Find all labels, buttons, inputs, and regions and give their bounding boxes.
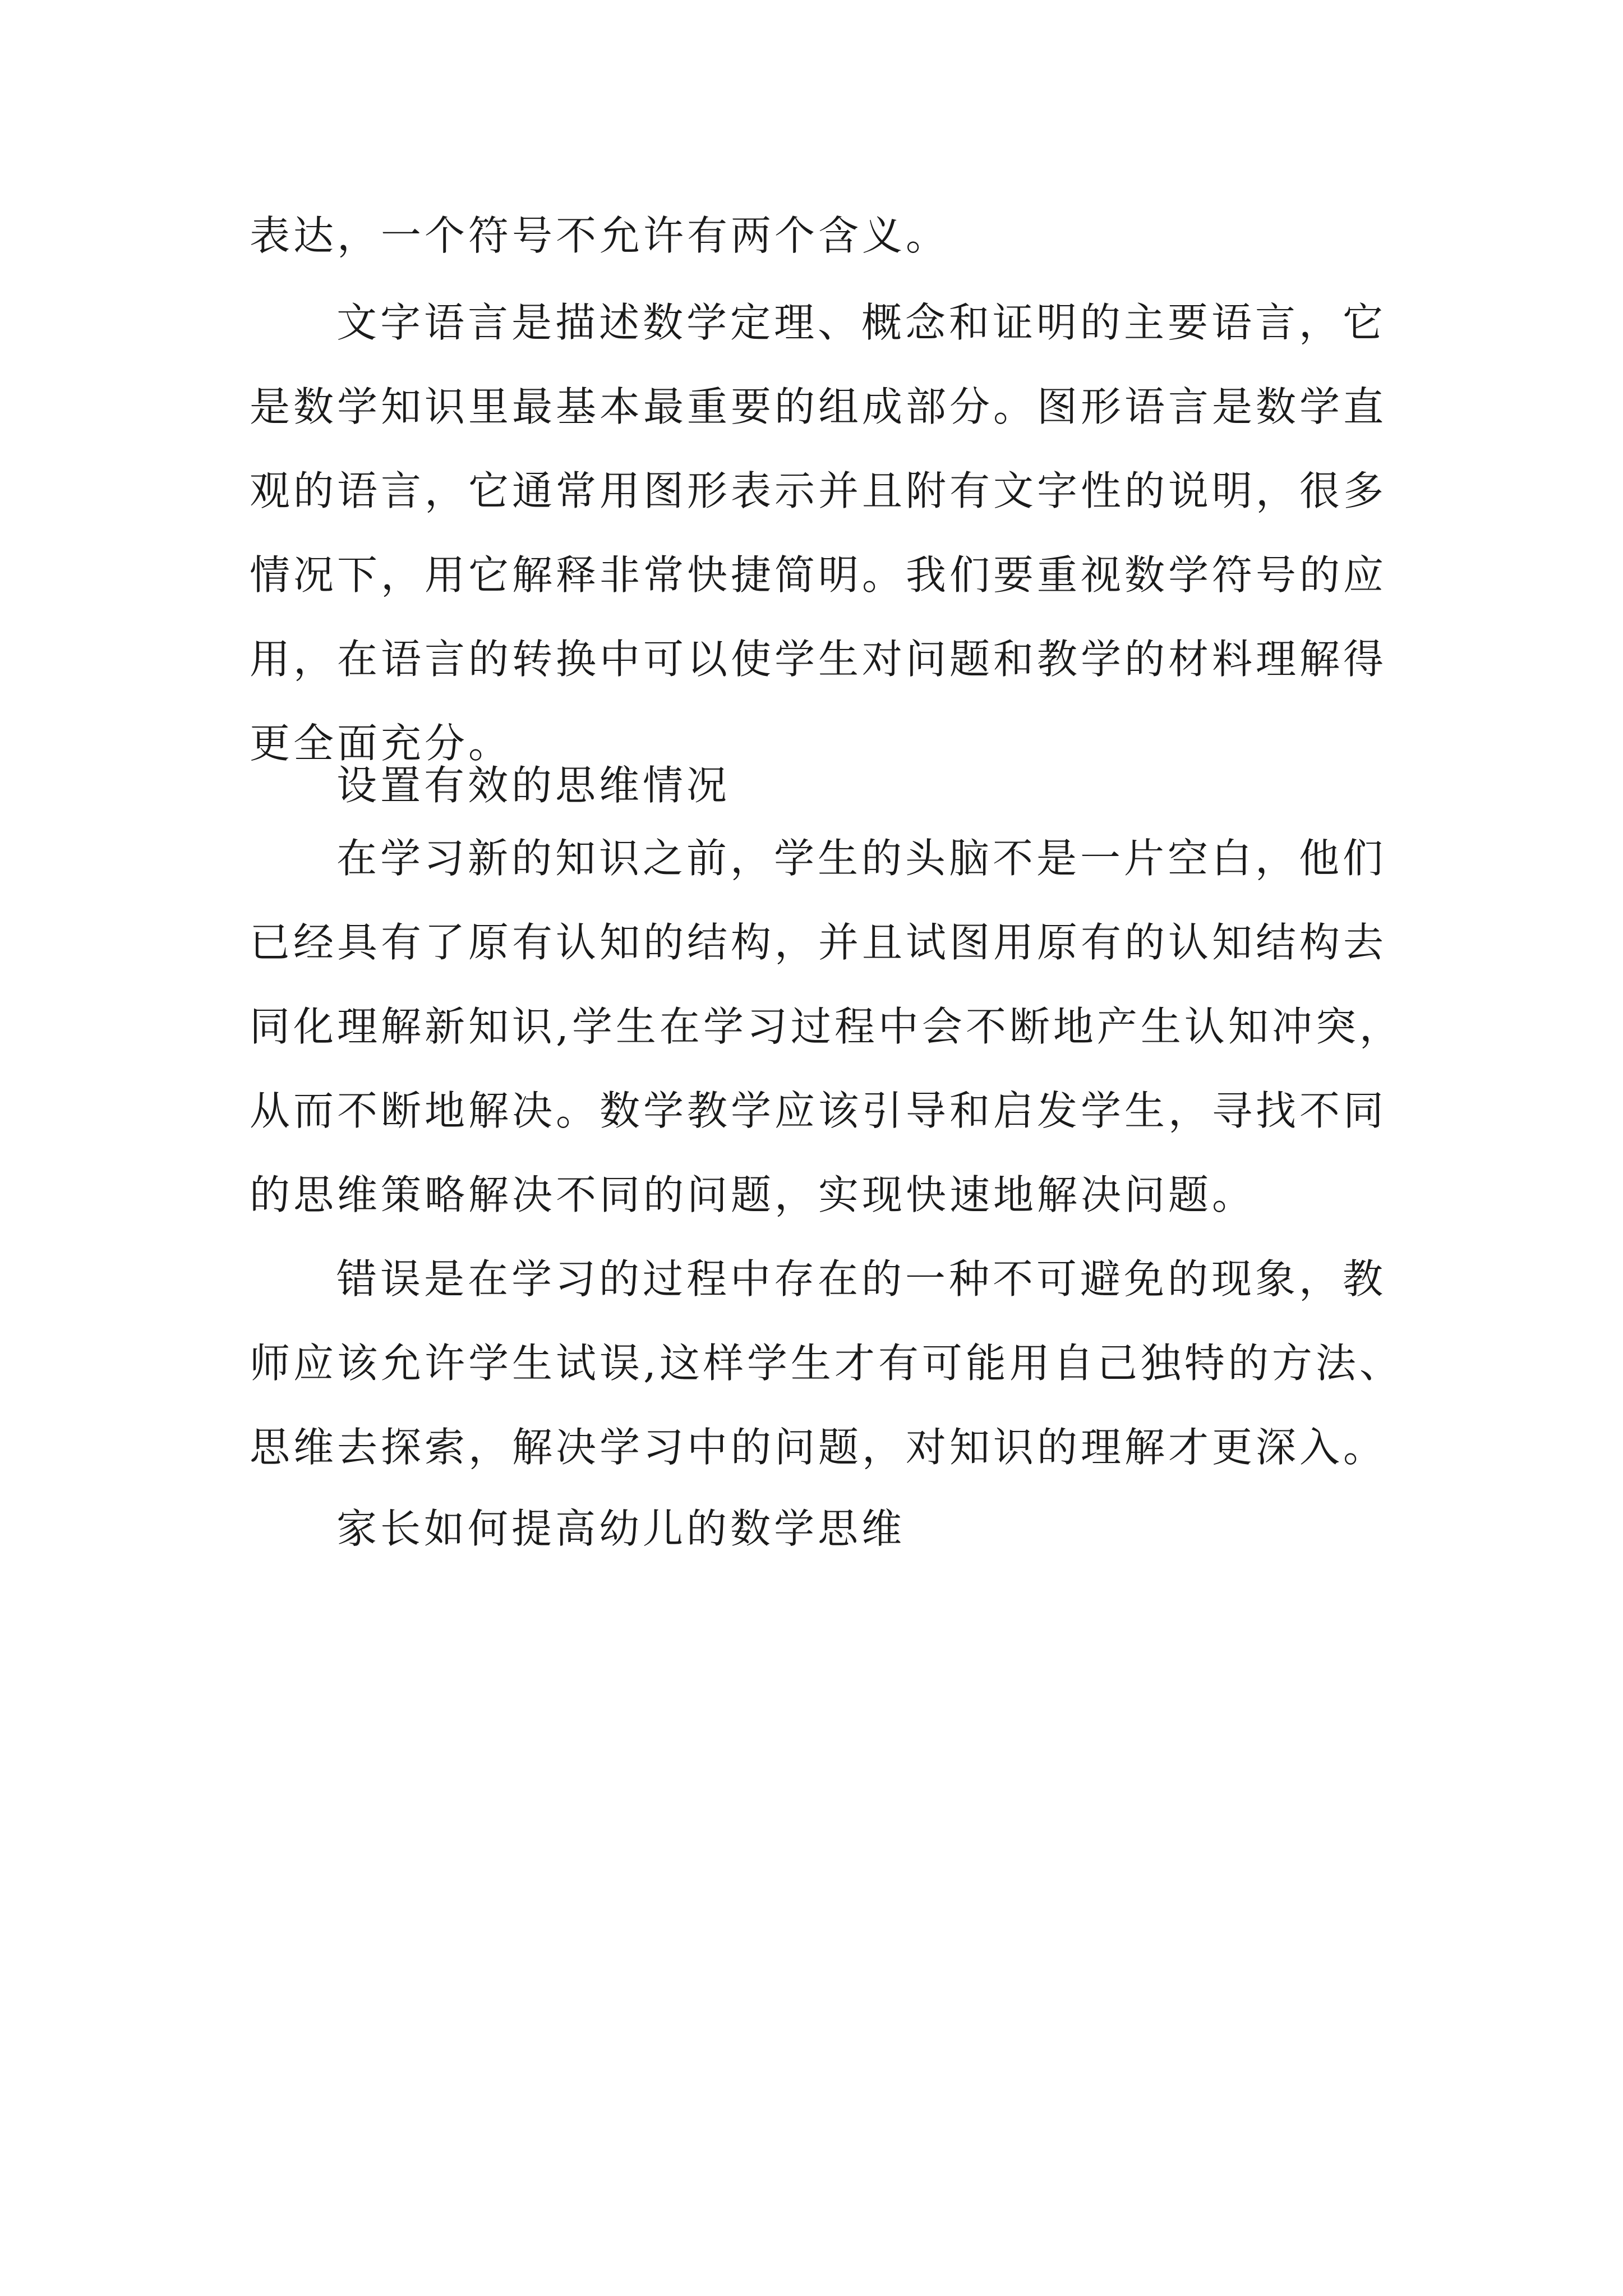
paragraph-line: 用，在语言的转换中可以使学生对问题和教学的材料理解得 (250, 636, 1387, 683)
paragraph-line: 更全面充分。 (250, 720, 513, 767)
paragraph-line: 是数学知识里最基本最重要的组成部分。图形语言是数学直 (250, 383, 1387, 430)
paragraph-line: 观的语言，它通常用图形表示并且附有文字性的说明，很多 (250, 467, 1387, 514)
paragraph-line: 思维去探索，解决学习中的问题，对知识的理解才更深入。 (250, 1424, 1387, 1471)
paragraph-line: 文字语言是描述数学定理、概念和证明的主要语言，它 (336, 299, 1387, 346)
paragraph-line: 已经具有了原有认知的结构，并且试图用原有的认知结构去 (250, 919, 1387, 966)
paragraph-line: 情况下，用它解释非常快捷简明。我们要重视数学符号的应 (250, 551, 1387, 599)
paragraph-line: 从而不断地解决。数学教学应该引导和启发学生，寻找不同 (250, 1087, 1387, 1134)
paragraph-line: 同化理解新知识,学生在学习过程中会不断地产生认知冲突， (250, 1003, 1403, 1050)
paragraph-line: 在学习新的知识之前，学生的头脑不是一片空白，他们 (336, 835, 1387, 882)
section-heading: 家长如何提高幼儿的数学思维 (336, 1505, 906, 1552)
paragraph-line: 师应该允许学生试误,这样学生才有可能用自己独特的方法、 (250, 1340, 1403, 1387)
paragraph-line: 的思维策略解决不同的问题，实现快速地解决问题。 (250, 1171, 1256, 1218)
section-heading: 设置有效的思维情况 (336, 762, 731, 809)
paragraph-line: 表达，一个符号不允许有两个含义。 (250, 212, 950, 259)
paragraph-line: 错误是在学习的过程中存在的一种不可避免的现象，教 (336, 1255, 1387, 1303)
